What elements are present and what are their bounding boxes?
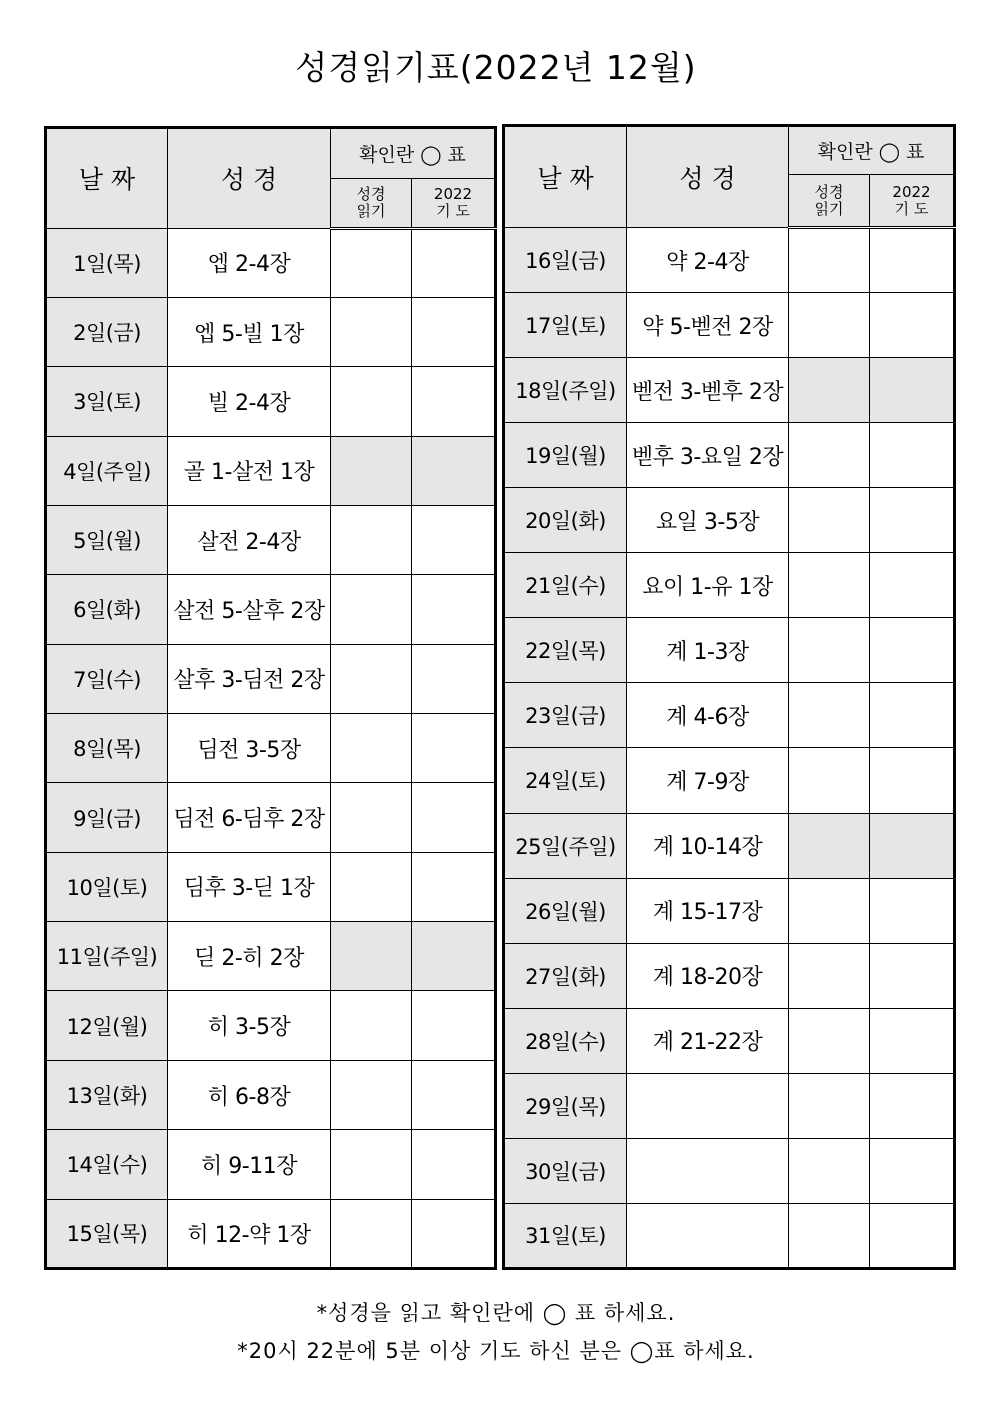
date-cell: 19일(월) [504, 423, 627, 488]
date-cell: 2일(금) [46, 297, 168, 366]
bible-header: 성 경 [168, 128, 331, 229]
reading-cell [627, 1203, 789, 1268]
date-cell: 26일(월) [504, 878, 627, 943]
date-cell: 16일(금) [504, 228, 627, 293]
table-row [504, 553, 955, 618]
prayer-check-cell[interactable] [870, 748, 955, 813]
read-check-cell[interactable] [789, 1073, 870, 1138]
table-row [46, 505, 496, 574]
reading-cell [627, 1073, 789, 1138]
prayer-check-cell[interactable] [870, 1203, 955, 1268]
reading-cell: 히 9-11장 [168, 1130, 331, 1199]
read-check-cell[interactable] [789, 1138, 870, 1203]
footer-note-1: *성경을 읽고 확인란에 ◯ 표 하세요. [316, 1301, 676, 1325]
bible-header: 성 경 [627, 126, 789, 228]
reading-cell: 딛 2-히 2장 [168, 922, 331, 991]
read-check-cell[interactable] [331, 1199, 412, 1268]
table-row [46, 228, 496, 297]
reading-cell: 계 4-6장 [627, 683, 789, 748]
reading-cell: 계 18-20장 [627, 943, 789, 1008]
date-cell: 30일(금) [504, 1138, 627, 1203]
date-cell: 9일(금) [46, 783, 168, 852]
table-row [504, 488, 955, 553]
prayer-check-cell[interactable] [412, 991, 496, 1060]
table-row [46, 575, 496, 644]
prayer-check-cell[interactable] [412, 436, 496, 505]
check-header: 확인란 ◯ 표 [789, 126, 955, 175]
date-cell: 20일(화) [504, 488, 627, 553]
read-check-cell[interactable] [331, 228, 412, 297]
read-check-cell[interactable] [789, 488, 870, 553]
date-cell: 11일(주일) [46, 922, 168, 991]
date-cell: 6일(화) [46, 575, 168, 644]
date-cell: 4일(주일) [46, 436, 168, 505]
date-cell: 18일(주일) [504, 358, 627, 423]
reading-cell: 살전 5-살후 2장 [168, 575, 331, 644]
reading-cell: 빌 2-4장 [168, 367, 331, 436]
reading-cell: 계 10-14장 [627, 813, 789, 878]
prayer-check-cell[interactable] [870, 293, 955, 358]
read-check-cell[interactable] [331, 852, 412, 921]
reading-cell: 엡 2-4장 [168, 228, 331, 297]
read-header: 성경 읽기 [789, 175, 870, 228]
reading-cell: 벧후 3-요일 2장 [627, 423, 789, 488]
prayer-check-cell[interactable] [412, 228, 496, 297]
date-cell: 21일(수) [504, 553, 627, 618]
prayer-check-cell[interactable] [870, 1138, 955, 1203]
table-row [46, 714, 496, 783]
table-row [504, 683, 955, 748]
footer-note-2: *20시 22분에 5분 이상 기도 하신 분은 ◯표 하세요. [237, 1339, 755, 1363]
table-row [504, 813, 955, 878]
reading-cell: 히 6-8장 [168, 1060, 331, 1129]
prayer-check-cell[interactable] [412, 505, 496, 574]
reading-table-left [44, 126, 497, 1270]
table-row [504, 618, 955, 683]
date-cell: 25일(주일) [504, 813, 627, 878]
prayer-header: 2022 기 도 [870, 175, 955, 228]
table-row [46, 783, 496, 852]
read-check-cell[interactable] [789, 553, 870, 618]
read-check-cell[interactable] [789, 228, 870, 293]
table-row [46, 1060, 496, 1129]
read-check-cell[interactable] [331, 297, 412, 366]
date-cell: 22일(목) [504, 618, 627, 683]
reading-cell: 딤후 3-딛 1장 [168, 852, 331, 921]
reading-cell: 계 21-22장 [627, 1008, 789, 1073]
read-check-cell[interactable] [331, 922, 412, 991]
date-cell: 13일(화) [46, 1060, 168, 1129]
reading-cell: 히 3-5장 [168, 991, 331, 1060]
read-check-cell[interactable] [789, 683, 870, 748]
prayer-check-cell[interactable] [412, 575, 496, 644]
prayer-check-cell[interactable] [412, 367, 496, 436]
page-title: 성경읽기표(2022년 12월) [295, 48, 697, 87]
prayer-check-cell[interactable] [412, 1060, 496, 1129]
table-row [504, 878, 955, 943]
prayer-check-cell[interactable] [870, 1073, 955, 1138]
reading-cell: 히 12-약 1장 [168, 1199, 331, 1268]
read-check-cell[interactable] [331, 644, 412, 713]
table-row [504, 228, 955, 293]
read-header: 성경 읽기 [331, 179, 412, 228]
read-check-cell[interactable] [789, 813, 870, 878]
read-check-cell[interactable] [789, 1203, 870, 1268]
date-cell: 12일(월) [46, 991, 168, 1060]
table-row [46, 922, 496, 991]
read-check-cell[interactable] [331, 575, 412, 644]
table-row [46, 367, 496, 436]
date-cell: 29일(목) [504, 1073, 627, 1138]
table-row [504, 358, 955, 423]
date-cell: 5일(월) [46, 505, 168, 574]
reading-cell: 약 2-4장 [627, 228, 789, 293]
table-row [46, 852, 496, 921]
table-row [46, 1199, 496, 1268]
reading-rows-left [46, 228, 496, 1268]
table-row [504, 1008, 955, 1073]
date-header: 날 짜 [46, 128, 168, 229]
reading-cell: 요이 1-유 1장 [627, 553, 789, 618]
date-header: 날 짜 [504, 126, 627, 228]
prayer-check-cell[interactable] [870, 813, 955, 878]
read-check-cell[interactable] [331, 783, 412, 852]
prayer-check-cell[interactable] [870, 1008, 955, 1073]
read-check-cell[interactable] [331, 505, 412, 574]
prayer-check-cell[interactable] [870, 423, 955, 488]
date-cell: 17일(토) [504, 293, 627, 358]
table-row [504, 1073, 955, 1138]
table-row [504, 293, 955, 358]
prayer-check-cell[interactable] [412, 922, 496, 991]
reading-cell: 계 7-9장 [627, 748, 789, 813]
prayer-check-cell[interactable] [870, 228, 955, 293]
table-row [46, 297, 496, 366]
reading-cell: 벧전 3-벧후 2장 [627, 358, 789, 423]
reading-cell: 딤전 3-5장 [168, 714, 331, 783]
date-cell: 14일(수) [46, 1130, 168, 1199]
date-cell: 8일(목) [46, 714, 168, 783]
read-check-cell[interactable] [789, 293, 870, 358]
table-row [46, 436, 496, 505]
prayer-check-cell[interactable] [870, 358, 955, 423]
date-cell: 27일(화) [504, 943, 627, 1008]
read-check-cell[interactable] [789, 358, 870, 423]
read-check-cell[interactable] [789, 423, 870, 488]
prayer-check-cell[interactable] [412, 783, 496, 852]
read-check-cell[interactable] [331, 991, 412, 1060]
reading-rows-right [504, 228, 955, 1269]
reading-cell: 계 1-3장 [627, 618, 789, 683]
reading-cell: 계 15-17장 [627, 878, 789, 943]
date-cell: 15일(목) [46, 1199, 168, 1268]
prayer-check-cell[interactable] [870, 618, 955, 683]
read-check-cell[interactable] [789, 618, 870, 683]
read-check-cell[interactable] [331, 1130, 412, 1199]
reading-cell: 요일 3-5장 [627, 488, 789, 553]
check-header: 확인란 ◯ 표 [331, 128, 496, 179]
table-row [46, 1130, 496, 1199]
read-check-cell[interactable] [331, 714, 412, 783]
prayer-check-cell[interactable] [870, 683, 955, 748]
table-row [504, 943, 955, 1008]
table-row [46, 991, 496, 1060]
date-cell: 3일(토) [46, 367, 168, 436]
reading-cell: 엡 5-빌 1장 [168, 297, 331, 366]
prayer-check-cell[interactable] [870, 878, 955, 943]
read-check-cell[interactable] [789, 943, 870, 1008]
table-row [46, 644, 496, 713]
table-row [504, 748, 955, 813]
reading-cell: 약 5-벧전 2장 [627, 293, 789, 358]
prayer-check-cell[interactable] [870, 943, 955, 1008]
date-cell: 7일(수) [46, 644, 168, 713]
read-check-cell[interactable] [331, 436, 412, 505]
reading-cell [627, 1138, 789, 1203]
reading-cell: 골 1-살전 1장 [168, 436, 331, 505]
prayer-check-cell[interactable] [412, 644, 496, 713]
date-cell: 23일(금) [504, 683, 627, 748]
read-check-cell[interactable] [331, 1060, 412, 1129]
reading-table-right [502, 124, 956, 1270]
read-check-cell[interactable] [789, 748, 870, 813]
prayer-check-cell[interactable] [870, 553, 955, 618]
date-cell: 31일(토) [504, 1203, 627, 1268]
prayer-check-cell[interactable] [870, 488, 955, 553]
reading-cell: 딤전 6-딤후 2장 [168, 783, 331, 852]
date-cell: 10일(토) [46, 852, 168, 921]
prayer-check-cell[interactable] [412, 714, 496, 783]
date-cell: 1일(목) [46, 228, 168, 297]
prayer-check-cell[interactable] [412, 297, 496, 366]
prayer-check-cell[interactable] [412, 852, 496, 921]
reading-cell: 살후 3-딤전 2장 [168, 644, 331, 713]
table-row [504, 1138, 955, 1203]
reading-cell: 살전 2-4장 [168, 505, 331, 574]
table-row [504, 1203, 955, 1268]
read-check-cell[interactable] [789, 878, 870, 943]
read-check-cell[interactable] [331, 367, 412, 436]
read-check-cell[interactable] [789, 1008, 870, 1073]
prayer-check-cell[interactable] [412, 1130, 496, 1199]
table-row [504, 423, 955, 488]
date-cell: 24일(토) [504, 748, 627, 813]
prayer-header: 2022 기 도 [412, 179, 496, 228]
date-cell: 28일(수) [504, 1008, 627, 1073]
prayer-check-cell[interactable] [412, 1199, 496, 1268]
